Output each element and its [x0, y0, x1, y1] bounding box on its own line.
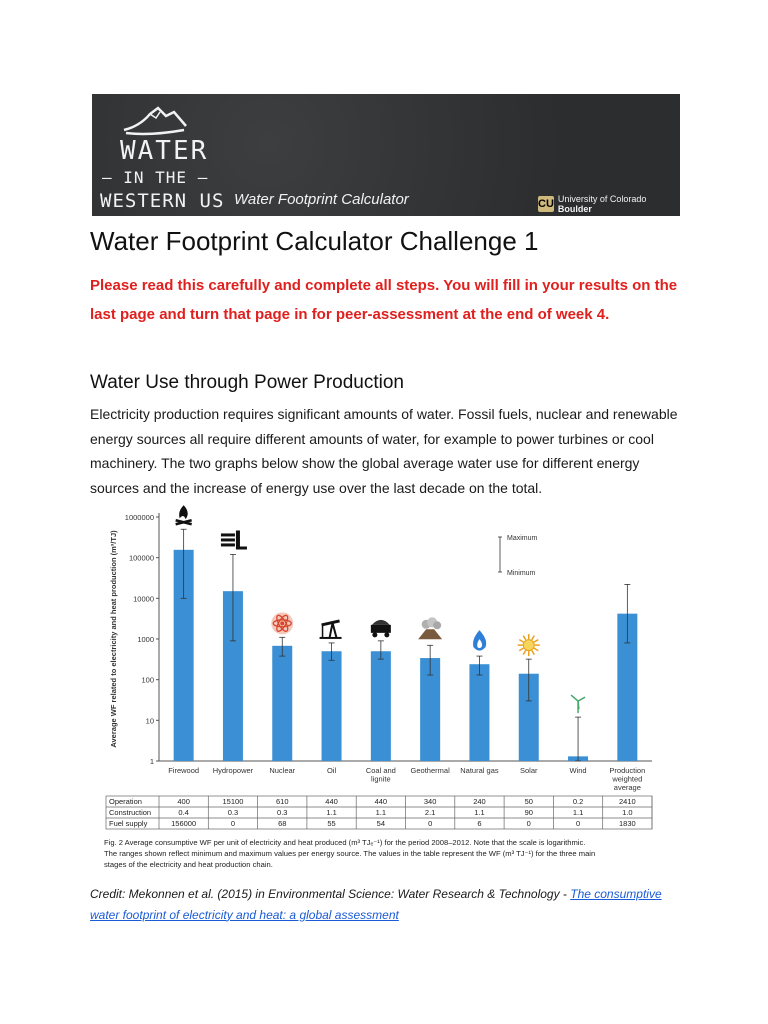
table-cell: 1.1 [375, 808, 387, 817]
table-cell: 55 [327, 819, 336, 828]
table-cell: 1.0 [622, 808, 633, 817]
mountain-logo-icon [120, 100, 190, 136]
volcano-icon [418, 617, 442, 639]
credit-line [90, 884, 690, 925]
y-tick-label: 1000000 [124, 513, 154, 522]
table-cell: 68 [278, 819, 287, 828]
table-cell: 0 [575, 819, 581, 828]
table-cell: 1.1 [326, 808, 337, 817]
table-cell: 1.1 [572, 808, 584, 817]
table-cell: 0.2 [572, 797, 584, 806]
sun-icon [518, 634, 540, 656]
table-cell: 0 [428, 819, 433, 828]
table-cell: 2.1 [424, 808, 436, 817]
category-label: Production [609, 766, 646, 775]
figure-caption-line: stages of the electricity and heat production chain. [104, 860, 273, 869]
university-name: University of Colorado Boulder [557, 194, 647, 214]
figure-caption-line: Fig. 2 Average consumptive WF per unit of electricity and heat produced (m³ TJₑ⁻¹) for the period 2008–2012. Note that the scale is logarithmic. [104, 838, 586, 847]
table-cell: 1.1 [474, 808, 485, 817]
table-cell: 0 [526, 819, 531, 828]
fire-icon [176, 505, 192, 524]
table-cell: 610 [275, 797, 289, 806]
dam-icon [221, 530, 247, 549]
section-heading: Water Use through Power Production [90, 372, 405, 393]
water-footprint-chart [100, 500, 660, 880]
figure-caption-line: The ranges shown reflect minimum and maximum values per energy source. The values in the table represent the WF (m³ TJ⁻¹) for the three main [104, 849, 596, 858]
table-cell: 6 [477, 819, 482, 828]
table-row-label: Operation [109, 797, 142, 806]
y-tick-label: 100000 [128, 553, 154, 563]
gas-flame-icon [473, 630, 486, 651]
table-row-label: Construction [109, 808, 152, 817]
logo-in-the-text: — IN THE — [102, 168, 209, 187]
table-cell: 54 [376, 819, 386, 828]
warning-text: Please read this carefully and complete all steps. You will fill in your results on the last page and turn that page in for peer-assessment at the end of week 4. [90, 277, 678, 323]
coal-cart-icon [371, 620, 391, 638]
bar-4 [322, 651, 342, 761]
table-cell: 240 [473, 797, 486, 806]
category-label: Nuclear [269, 766, 296, 775]
table-cell: 90 [524, 808, 533, 817]
table-cell: 0.3 [277, 808, 288, 817]
category-label: Coal and [365, 766, 396, 775]
category-label: Solar [519, 766, 538, 775]
category-label: Geothermal [410, 766, 450, 775]
table-cell: 340 [423, 797, 437, 806]
table-row-label: Fuel supply [109, 819, 148, 828]
intro-paragraph: Electricity production requires significant amounts of water. Fossil fuels, nuclear and renewable energy sources all require different amounts of water, for example to power turbines or cool machinery. The two graphs below show the global average water use for different energy sources and the increase of energy use over the last decade on the total. [90, 406, 678, 496]
table-cell: 0 [230, 819, 236, 828]
y-tick-label: 10000 [133, 594, 154, 604]
y-tick-label: 100 [141, 675, 154, 685]
category-label: weighted [612, 774, 643, 784]
table-cell: 15100 [222, 797, 244, 806]
university-logo [538, 194, 680, 214]
y-axis-label: Average WF related to electricity and heat production (m³/TJ) [109, 530, 118, 748]
bar-5 [371, 651, 391, 761]
y-tick-label: 1 [149, 757, 154, 766]
table-cell: 400 [177, 797, 190, 806]
y-tick-label: 10 [145, 716, 154, 726]
table-cell: 50 [524, 797, 533, 806]
category-label: Natural gas [460, 766, 499, 775]
wind-turbine-icon [571, 695, 585, 713]
y-tick-label: 1000 [137, 635, 154, 644]
table-cell: 2410 [619, 797, 636, 806]
table-cell: 156000 [171, 819, 197, 828]
category-label: Hydropower [212, 766, 254, 775]
table-cell: 1830 [619, 819, 636, 828]
page-title: Water Footprint Calculator Challenge 1 [90, 226, 539, 256]
cu-logo-icon: CU [538, 198, 554, 210]
banner-subtitle: Water Footprint Calculator [234, 191, 409, 208]
table-cell: 0.4 [178, 808, 189, 817]
category-label: Wind [569, 766, 587, 775]
table-cell: 0.3 [227, 808, 239, 817]
banner [92, 94, 680, 216]
bar-3 [272, 646, 292, 761]
atom-icon [271, 612, 293, 634]
category-label: average [613, 783, 641, 792]
table-cell: 440 [325, 797, 338, 806]
category-label: Oil [326, 766, 337, 775]
category-label: Firewood [168, 766, 200, 775]
bar-7 [469, 664, 489, 761]
category-label: lignite [371, 774, 391, 784]
oil-pump-icon [320, 621, 342, 639]
legend-minimum-label: Minimum [507, 570, 536, 577]
table-cell: 440 [374, 797, 388, 806]
logo-water-text: WATER [120, 136, 209, 166]
article-link[interactable]: The consumptive water footprint of electricity and heat: a global assessment [90, 887, 662, 922]
logo-western-us-text: WESTERN US [100, 190, 225, 212]
legend-maximum-label: Maximum [507, 535, 538, 542]
credit-prefix: Credit: Mekonnen et al. (2015) in Environmental Science: Water Research & Technology - [90, 887, 571, 901]
